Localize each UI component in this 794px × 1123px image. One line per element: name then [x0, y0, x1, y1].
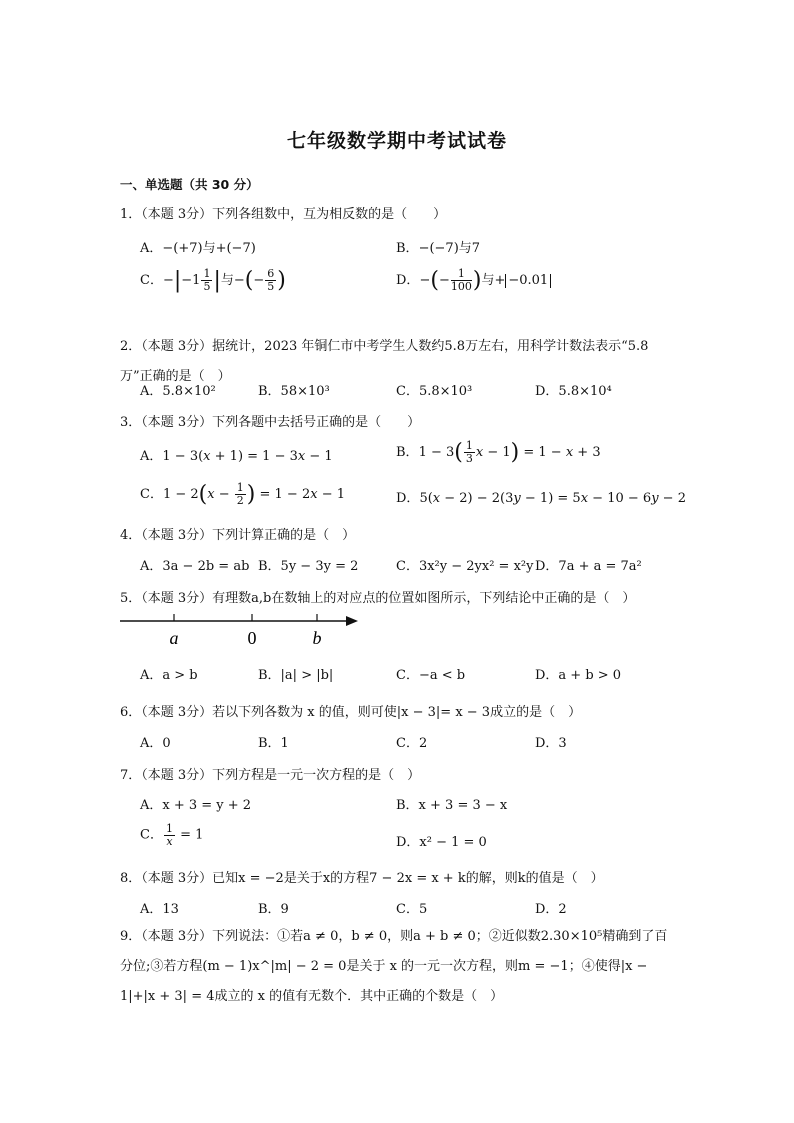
q3-option-b[interactable]: B．1 − 3( $\frac{1}{3}$ x − 1) = 1 − x + 3 — [396, 439, 601, 465]
q7-option-b[interactable]: B．x + 3 = 3 − x — [396, 798, 508, 813]
q2-option-d[interactable]: D．5.8×10⁴ — [535, 384, 612, 399]
question-1-stem: 1．（本题 3分）下列各组数中，互为相反数的是（ ） — [120, 207, 447, 222]
q1-option-d[interactable]: D．−(− $\frac{1}{100}$ )与+ −0.01 — [396, 268, 551, 293]
label-zero: 0 — [247, 628, 257, 648]
q8-option-b[interactable]: B．9 — [258, 902, 289, 917]
label-a: a — [169, 628, 179, 648]
q8-option-a[interactable]: A．13 — [140, 902, 179, 917]
q5-option-c[interactable]: C．−a < b — [396, 668, 466, 683]
question-2-stem: 2．（本题 3分）据统计，2023 年铜仁市中考学生人数约5.8万左右，用科学计数法表示“5.8万”正确的是（ ） — [120, 339, 649, 384]
q2-option-b[interactable]: B．58×10³ — [258, 384, 330, 399]
q6-option-d[interactable]: D．3 — [535, 736, 567, 751]
q6-option-b[interactable]: B．1 — [258, 736, 289, 751]
label-b: b — [312, 628, 322, 648]
q7-option-d[interactable]: D．x² − 1 = 0 — [396, 835, 487, 850]
q5-option-a[interactable]: A．a > b — [140, 668, 198, 683]
q5-option-d[interactable]: D．a + b > 0 — [535, 668, 622, 683]
q4-option-b[interactable]: B．5y − 3y = 2 — [258, 559, 359, 574]
q7-option-c[interactable]: C． $\frac{1}{x}$ = 1 — [140, 822, 204, 848]
q3-option-c[interactable]: C．1 − 2(x − $\frac{1}{2}$ ) = 1 − 2x − 1 — [140, 481, 345, 507]
q4-option-d[interactable]: D．7a + a = 7a² — [535, 559, 642, 574]
q2-option-a[interactable]: A．5.8×10² — [140, 384, 216, 399]
q6-option-a[interactable]: A．0 — [140, 736, 171, 751]
q4-option-a[interactable]: A．3a − 2b = ab — [140, 559, 250, 574]
q7-option-a[interactable]: A．x + 3 = y + 2 — [140, 798, 252, 813]
q6-option-c[interactable]: C．2 — [396, 736, 428, 751]
number-line-figure — [120, 604, 365, 652]
q3-option-a[interactable]: A．1 − 3(x + 1) = 1 − 3x − 1 — [140, 449, 333, 464]
question-5-stem: 5．（本题 3分）有理数a,b在数轴上的对应点的位置如图所示，下列结论中正确的是（ ） — [120, 591, 636, 606]
arrow-icon — [346, 616, 358, 626]
q1-option-c[interactable]: C．−|−1 $\frac{1}{5}$ |与−(− $\frac{6}{5}$ ) — [140, 267, 286, 293]
q1-option-a[interactable]: A．−(+7)与+(−7) — [140, 241, 256, 256]
q1-option-b[interactable]: B．−(−7)与7 — [396, 241, 481, 256]
section-heading: 一、单选题（共 30 分） — [120, 177, 259, 192]
question-3-stem: 3．（本题 3分）下列各题中去括号正确的是（ ） — [120, 415, 421, 430]
q5-option-b[interactable]: B．|a| > |b| — [258, 668, 334, 683]
question-6-stem: 6．（本题 3分）若以下列各数为 x 的值，则可使|x − 3|= x − 3成立的是（ ） — [120, 705, 582, 720]
q2-option-c[interactable]: C．5.8×10³ — [396, 384, 473, 399]
question-9-stem: 9．（本题 3分）下列说法：①若a ≠ 0，b ≠ 0，则a + b ≠ 0；②近似数2.30×10⁵精确到了百分位;③若方程(m − 1)x^|m| − 2 = 0是关于 x 的一元一次方程，则m = −1；④使得|x − 1|+|x + 3| = 4成立的 x 的值有无数个．其中正确的个数是（ ） — [120, 929, 668, 1004]
question-4-stem: 4．（本题 3分）下列计算正确的是（ ） — [120, 528, 356, 543]
question-7-stem: 7．（本题 3分）下列方程是一元一次方程的是（ ） — [120, 768, 421, 783]
exam-title: 七年级数学期中考试试卷 — [286, 130, 507, 152]
question-8-stem: 8．（本题 3分）已知x = −2是关于x的方程7 − 2x = x + k的解，则k的值是（ ） — [120, 871, 604, 886]
q8-option-d[interactable]: D．2 — [535, 902, 567, 917]
q3-option-d[interactable]: D．5(x − 2) − 2(3y − 1) = 5x − 10 − 6y − 2 — [396, 491, 686, 506]
q8-option-c[interactable]: C．5 — [396, 902, 428, 917]
q4-option-c[interactable]: C．3x²y − 2yx² = x²y — [396, 559, 534, 574]
